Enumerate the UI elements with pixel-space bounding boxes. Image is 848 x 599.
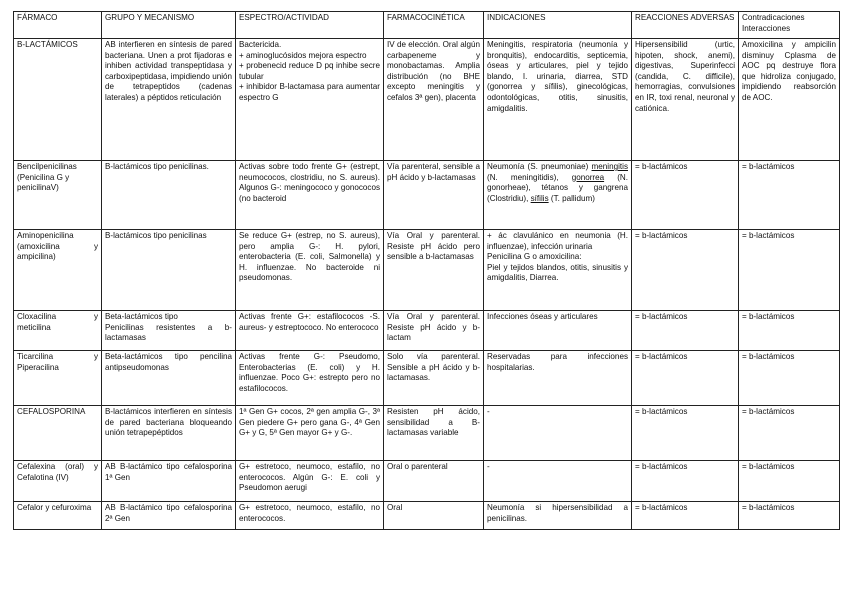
table-row — [14, 461, 840, 502]
cell-grupo: B-lactámicos tipo penicilinas. — [102, 161, 236, 230]
cell-indicaciones: Meningitis, respiratoria (neumonía y bronquitis), endocarditis, septicemia, óseas y articulares, piel y tejido blando, I. urinaria, diarrea, STD (gonorrea y sífilis), ginecológicas, odontológicas, otitis, sinusitis, amigdalitis. — [484, 39, 632, 161]
table-row — [14, 406, 840, 461]
cell-reacciones: = b-lactámicos — [632, 230, 739, 311]
cell-farmaco: Cefalexina (oral) y Cefalotina (IV) — [14, 461, 102, 502]
cell-contraindicaciones: = b-lactámicos — [739, 406, 840, 461]
cell-contraindicaciones: = b-lactámicos — [739, 351, 840, 406]
cell-indicaciones: - — [484, 461, 632, 502]
cell-contraindicaciones: = b-lactámicos — [739, 461, 840, 502]
cell-contraindicaciones: = b-lactámicos — [739, 311, 840, 351]
cell-farmacocinetica: Oral — [384, 502, 484, 530]
cell-reacciones: = b-lactámicos — [632, 406, 739, 461]
ind-line: + ác clavulánico en neumonia (H. influenzae), infección urinaria — [487, 231, 628, 251]
cell-grupo: Beta-lactámicos tipo pencilina antipseudomonas — [102, 351, 236, 406]
header-indicaciones: INDICACIONES — [484, 12, 632, 39]
cell-espectro: G+ estretoco, neumoco, estafilo, no enterococos. Algún G-: E. coli y Pseudomon aerugi — [236, 461, 384, 502]
cell-farmacocinetica: Vía parenteral, sensible a pH ácido y b-lactamasas — [384, 161, 484, 230]
cell-espectro — [236, 39, 384, 161]
cell-farmaco: Aminopenicilina (amoxicilina y ampicilina) — [14, 230, 102, 311]
cell-espectro: Activas frente G+: estafilococos -S. aureus- y estreptococo. No enterococo — [236, 311, 384, 351]
cell-espectro: G+ estretoco, neumoco, estafilo, no enterococos. — [236, 502, 384, 530]
cell-indicaciones: Neumonía si hipersensibilidad a penicilinas. — [484, 502, 632, 530]
grupo-line: Beta-lactámicos tipo — [105, 312, 178, 321]
espectro-line: + aminoglucósidos mejora espectro — [239, 50, 367, 60]
cell-farmaco: Cloxacilina y meticilina — [14, 311, 102, 351]
cell-grupo: AB B-lactámico tipo cefalosporina 1ª Gen — [102, 461, 236, 502]
cell-contraindicaciones: = b-lactámicos — [739, 230, 840, 311]
cell-reacciones: = b-lactámicos — [632, 161, 739, 230]
header-row — [14, 12, 840, 39]
cell-espectro: Activas frente G-: Pseudomo, Enterobacterias (E. coli) y H. influenzae. Poco G+: estrepto pero no estafilococos. — [236, 351, 384, 406]
cell-espectro: Se reduce G+ (estrep, no S. aureus), pero amplia G-: H. pylori, enterobacteria (E. coli, Salmonella) y H. influenzae. No bacteroide ni pseudomonas. — [236, 230, 384, 311]
cell-farmaco: Cefalor y cefuroxima — [14, 502, 102, 530]
cell-farmacocinetica: Solo vía parenteral. Sensible a pH ácido y b-lactamasas. — [384, 351, 484, 406]
espectro-line: + probenecid reduce D pq inhibe secre tubular — [239, 61, 380, 81]
cell-grupo: AB B-lactámico tipo cefalosporina 2ª Gen — [102, 502, 236, 530]
cell-espectro: Activas sobre todo frente G+ (estrept, neumococos, clostridiu, no S. aureus). Algunos G-: meningococo y gonococos (no bacteroid — [236, 161, 384, 230]
cell-contraindicaciones: = b-lactámicos — [739, 161, 840, 230]
header-farmacocinetica: FARMACOCINÉTICA — [384, 12, 484, 39]
cell-farmaco: Bencilpenicilinas (Penicilina G y penicilinaV) — [14, 161, 102, 230]
table-row — [14, 161, 840, 230]
table-row — [14, 502, 840, 530]
ind-line: Piel y tejidos blandos, otitis, sinusitis y amigdalitis, Diarrea. — [487, 262, 628, 283]
cell-reacciones: Hipersensibilid (urtic, hipoten, shock, anemi), digestivas, Superinfecci (candida, C. difficile), hemorragias, convulsiones en IR, toxi renal, neuronal y catiónica. — [632, 39, 739, 161]
cell-farmacocinetica: Oral o parenteral — [384, 461, 484, 502]
cell-reacciones: = b-lactámicos — [632, 461, 739, 502]
cell-reacciones: = b-lactámicos — [632, 351, 739, 406]
cell-indicaciones — [484, 230, 632, 311]
ind-text: (N. gonorheae), tétanos y gangrena (Clostridiu), — [487, 172, 628, 203]
ind-text: Neumonía (S. pneumoniae) — [487, 162, 592, 171]
ind-underlined-sifilis: sífilis — [530, 193, 549, 203]
ind-text: (T. pallidum) — [548, 193, 595, 203]
ind-text: (N. meningitidis), — [487, 172, 572, 182]
cell-indicaciones: - — [484, 406, 632, 461]
cell-farmaco: Ticarcilina y Piperacilina — [14, 351, 102, 406]
cell-farmaco: B-LACTÁMICOS — [14, 39, 102, 161]
table-row — [14, 230, 840, 311]
cell-grupo: B-lactámicos tipo penicilinas — [102, 230, 236, 311]
cell-grupo: B-lactámicos interfieren en síntesis de pared bacteriana bloqueando unión tetrapepéptidos — [102, 406, 236, 461]
header-reacciones-adversas: REACCIONES ADVERSAS — [632, 12, 739, 39]
header-grupo-mecanismo: GRUPO Y MECANISMO — [102, 12, 236, 39]
espectro-line: + inhibidor B-lactamasa para aumentar espectro G — [239, 82, 380, 102]
cell-farmacocinetica: Resisten pH ácido, sensibilidad a B-lactamasas variable — [384, 406, 484, 461]
cell-indicaciones — [484, 161, 632, 230]
pharmacology-table — [13, 11, 840, 530]
cell-grupo: AB interfieren en síntesis de pared bacteriana. Unen a prot fijadoras e inhiben actividad transpeptidasa y carboxipeptidasa, impidiendo unión de tetrapeptidos (cadenas laterales) a péptidos reticulación — [102, 39, 236, 161]
cell-contraindicaciones: = b-lactámicos — [739, 502, 840, 530]
espectro-line: Bactericida. — [239, 40, 282, 49]
header-contraindicaciones: Contradicaciones Interacciones — [739, 12, 840, 39]
ind-underlined-gonorrea: gonorrea — [571, 172, 605, 182]
header-espectro: ESPECTRO/ACTIVIDAD — [236, 12, 384, 39]
header-farmaco: FÁRMACO — [14, 12, 102, 39]
ind-line: Penicilina G o amoxicilina: — [487, 252, 582, 262]
cell-contraindicaciones: Amoxicilina y ampicilin disminuy Cplasma de AOC pq destruye flora que hidroliza conjugado, impidiendo reabsorción de AOC. — [739, 39, 840, 161]
cell-espectro: 1ª Gen G+ cocos, 2ª gen amplia G-, 3ª Gen piedere G+ pero gana G-, 4ª Gen G+ y G, 5ª Gen mayor G+ y G-. — [236, 406, 384, 461]
cell-farmaco: CEFALOSPORINA — [14, 406, 102, 461]
cell-indicaciones: Infecciones óseas y articulares — [484, 311, 632, 351]
cell-indicaciones: Reservadas para infecciones hospitalarias. — [484, 351, 632, 406]
cell-grupo — [102, 311, 236, 351]
table-row — [14, 39, 840, 161]
ind-underlined-meningitis: meningitis — [591, 162, 628, 171]
table-row — [14, 351, 840, 406]
cell-reacciones: = b-lactámicos — [632, 311, 739, 351]
table-row — [14, 311, 840, 351]
cell-farmacocinetica: Vía Oral y parenteral. Resiste pH ácido y b-lactam — [384, 311, 484, 351]
cell-farmacocinetica: Vía Oral y parenteral. Resiste pH ácido pero sensible a b-lactamasas — [384, 230, 484, 311]
cell-reacciones: = b-lactámicos — [632, 502, 739, 530]
grupo-line: Penicilinas resistentes a b-lactamasas — [105, 322, 232, 343]
cell-farmacocinetica: IV de elección. Oral algún carbapeneme y monobactamas. Amplia distribución (no BHE excepto meningitis y cefalos 3ª gen), placenta — [384, 39, 484, 161]
